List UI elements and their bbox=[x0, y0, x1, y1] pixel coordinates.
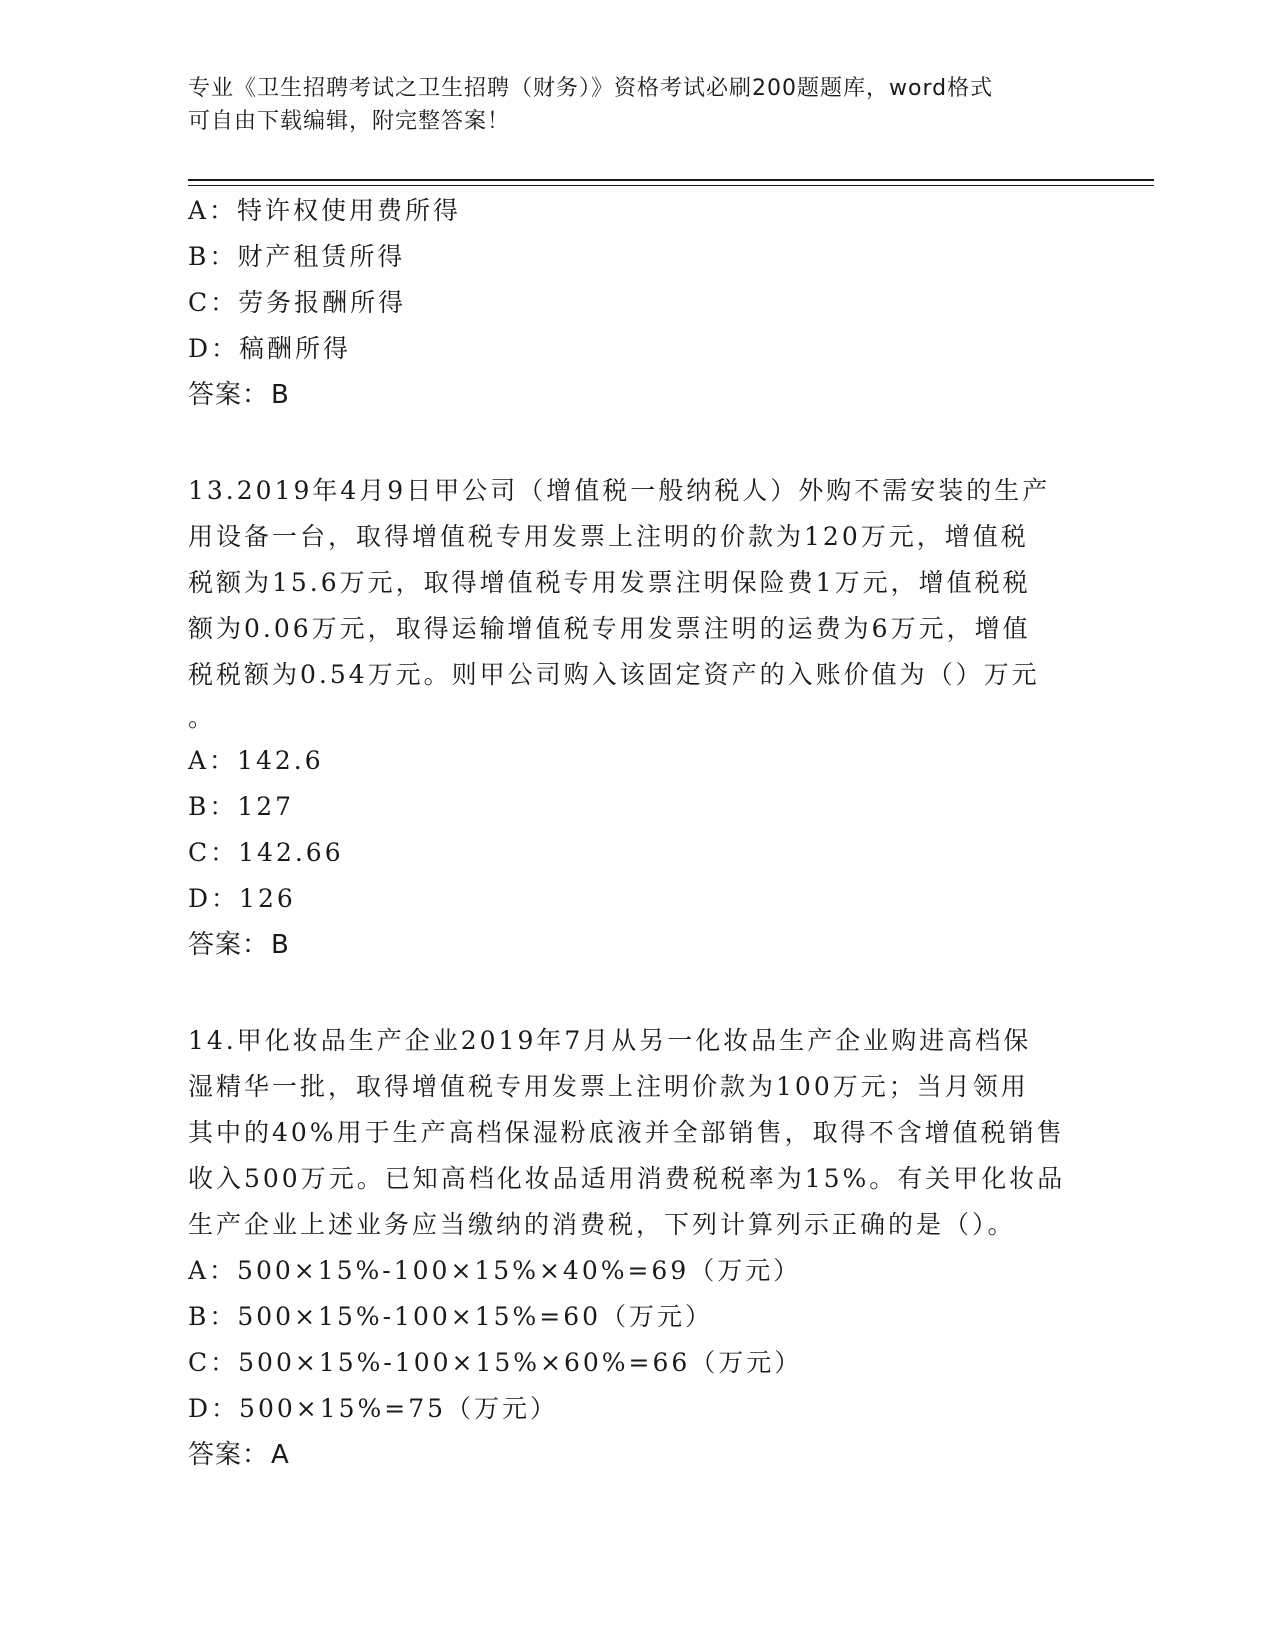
answer-line bbox=[188, 922, 1088, 968]
option-c: C：劳务报酬所得 bbox=[188, 288, 407, 317]
option-a: A：特许权使用费所得 bbox=[188, 196, 462, 225]
question-line: 税额为15.6万元，取得增值税专用发票注明保险费1万元，增值税税 bbox=[188, 568, 1031, 597]
option-b: B：127 bbox=[188, 792, 295, 821]
question-13-block bbox=[188, 468, 1088, 968]
question-14-text bbox=[188, 1018, 1088, 1248]
question-line: 额为0.06万元，取得运输增值税专用发票注明的运费为6万元，增值 bbox=[188, 614, 1031, 643]
option-d: D：稿酬所得 bbox=[188, 334, 352, 363]
option-d: D：126 bbox=[188, 884, 296, 913]
option-b: B：财产租赁所得 bbox=[188, 242, 406, 271]
answer-line bbox=[188, 1432, 1088, 1478]
question-line: 14.甲化妆品生产企业2019年7月从另一化妆品生产企业购进高档保 bbox=[188, 1026, 1032, 1055]
answer-value: B bbox=[271, 930, 290, 960]
question-line: 用设备一台，取得增值税专用发票上注明的价款为120万元，增值税 bbox=[188, 522, 1029, 551]
document-body bbox=[188, 188, 1088, 1478]
question-12-block bbox=[188, 188, 1088, 418]
option-c: C：500×15%-100×15%×60%=66（万元） bbox=[188, 1348, 803, 1377]
question-line: 收入500万元。已知高档化妆品适用消费税税率为15%。有关甲化妆品 bbox=[188, 1164, 1066, 1193]
header-line-1: 专业《卫生招聘考试之卫生招聘（财务）》资格考试必刷200题题库，word格式 bbox=[188, 76, 994, 101]
question-14-block bbox=[188, 1018, 1088, 1478]
option-b: B：500×15%-100×15%=60（万元） bbox=[188, 1302, 714, 1331]
header-rule-thin bbox=[188, 185, 1154, 186]
question-line: 税税额为0.54万元。则甲公司购入该固定资产的入账价值为（）万元 bbox=[188, 660, 1040, 689]
question-13-tail: 。 bbox=[188, 703, 217, 732]
option-d: D：500×15%=75（万元） bbox=[188, 1394, 559, 1423]
option-a: A：142.6 bbox=[188, 746, 324, 775]
option-c: C：142.66 bbox=[188, 838, 344, 867]
header-line-2: 可自由下载编辑，附完整答案！ bbox=[188, 109, 511, 134]
document-header bbox=[188, 72, 1068, 138]
question-line: 生产企业上述业务应当缴纳的消费税，下列计算列示正确的是（）。 bbox=[188, 1210, 1016, 1239]
header-rule-thick bbox=[188, 179, 1154, 181]
answer-line bbox=[188, 372, 1088, 418]
answer-label: 答案： bbox=[188, 380, 270, 410]
question-13-text bbox=[188, 468, 1088, 698]
answer-label: 答案： bbox=[188, 1440, 270, 1470]
answer-value: A bbox=[271, 1440, 290, 1470]
question-line: 湿精华一批，取得增值税专用发票上注明价款为100万元；当月领用 bbox=[188, 1072, 1029, 1101]
question-line: 13.2019年4月9日甲公司（增值税一般纳税人）外购不需安装的生产 bbox=[188, 476, 1051, 505]
question-line: 其中的40%用于生产高档保湿粉底液并全部销售，取得不含增值税销售 bbox=[188, 1118, 1065, 1147]
answer-label: 答案： bbox=[188, 930, 270, 960]
answer-value: B bbox=[271, 380, 290, 410]
option-a: A：500×15%-100×15%×40%=69（万元） bbox=[188, 1256, 802, 1285]
